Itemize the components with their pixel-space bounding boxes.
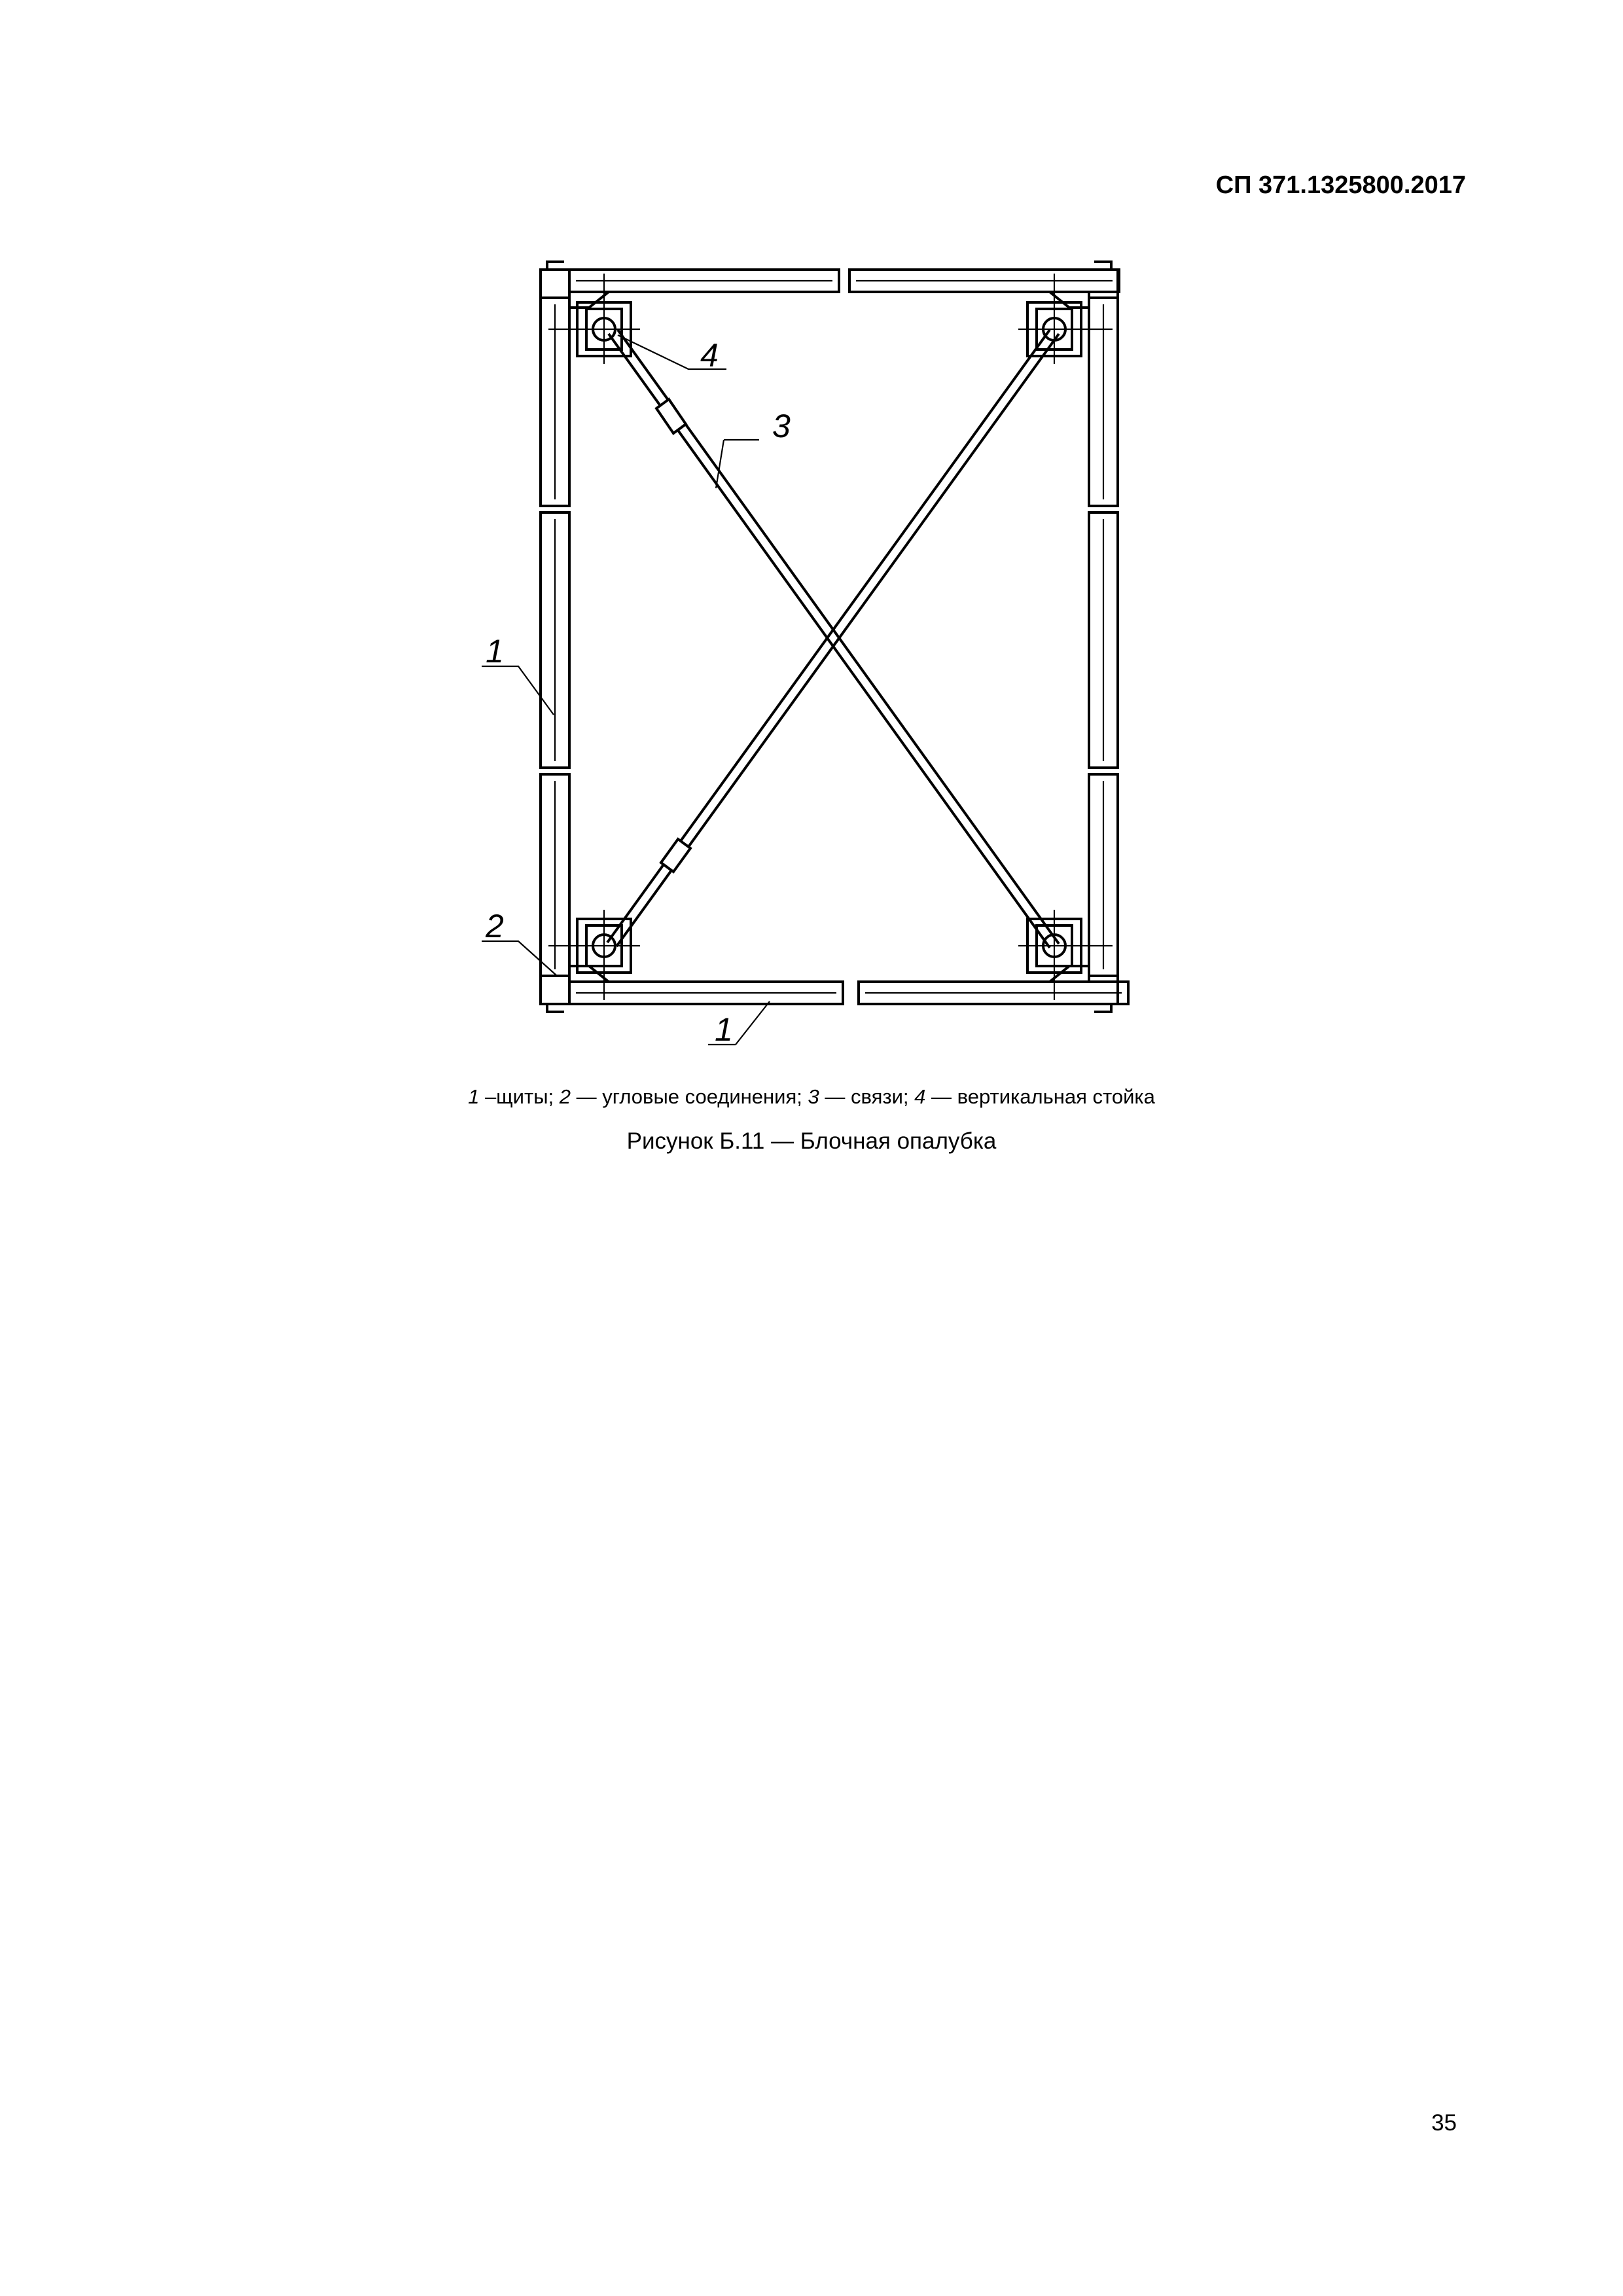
legend-item-1-text: –щиты;: [479, 1085, 560, 1108]
figure-legend: [0, 1085, 1623, 1109]
callout-1-bottom: 1: [715, 1011, 733, 1048]
document-code: СП 371.1325800.2017: [1215, 171, 1466, 199]
callout-2: 2: [486, 908, 504, 944]
vertical-posts: [548, 274, 1113, 1000]
legend-item-2-text: — угловые соединения;: [570, 1085, 808, 1108]
page-number: 35: [1431, 2110, 1457, 2136]
legend-item-4-number: 4: [914, 1085, 926, 1108]
figure-caption: Рисунок Б.11 — Блочная опалубка: [626, 1128, 997, 1154]
callout-1-left: 1: [486, 633, 504, 670]
legend-item-4-text: — вертикальная стойка: [925, 1085, 1155, 1108]
legend-item-3-number: 3: [808, 1085, 819, 1108]
legend-item-2-number: 2: [559, 1085, 571, 1108]
leader-lines: [482, 335, 770, 1045]
block-formwork-drawing: [0, 0, 1623, 1113]
callout-4: 4: [700, 337, 719, 374]
legend-item-1-number: 1: [468, 1085, 480, 1108]
cross-bracing: [607, 330, 1059, 948]
callout-3: 3: [772, 408, 791, 444]
formwork-panels: [541, 270, 1128, 1004]
legend-item-3-text: — связи;: [819, 1085, 915, 1108]
